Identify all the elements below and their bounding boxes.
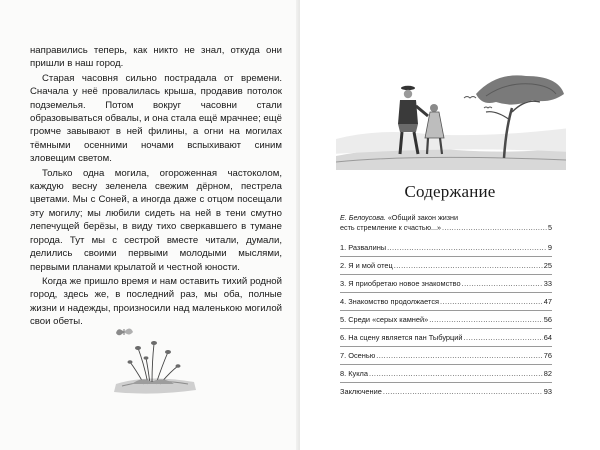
toc-intro-entry[interactable] xyxy=(340,213,552,232)
toc-entry[interactable] xyxy=(340,369,552,383)
toc-entry-label: 6. На сцену является пан Тыбурций xyxy=(340,333,463,342)
toc-entry-label: 1. Развалины xyxy=(340,243,387,252)
toc-entry[interactable] xyxy=(340,387,552,400)
toc-leader-dots xyxy=(440,297,543,306)
toc-entry[interactable] xyxy=(340,315,552,329)
toc-entry-label: 7. Осенью xyxy=(340,351,376,360)
butterfly-icon xyxy=(116,329,133,336)
children-walking-illustration xyxy=(336,68,566,170)
toc-entry-label: 3. Я приобретаю новое знакомство xyxy=(340,279,461,288)
toc-leader-dots xyxy=(429,315,543,324)
toc-entry-label: 5. Среди «серых камней» xyxy=(340,315,429,324)
intro-title-line2: есть стремление к счастью...» xyxy=(340,222,442,232)
grave-flowers-illustration xyxy=(108,318,198,396)
toc-page-number: 56 xyxy=(543,315,552,324)
toc-entry[interactable] xyxy=(340,333,552,347)
toc-page-number: 25 xyxy=(543,261,552,270)
toc-page-number: 76 xyxy=(543,351,552,360)
toc-leader-dots xyxy=(369,369,543,378)
toc-title: Содержание xyxy=(404,182,496,201)
paragraph-2: Старая часовня сильно пострадала от времени. Сначала у неё провалилась крыша, продавив потолок подземелья. Потом вокруг часовни стали образовываться обвалы, и она стала ещё мрачнее; ещё громче завывают в ней филины, а огни на могилах тёмными осенними ночами вспыхивают синим зловещим светом. xyxy=(30,72,282,165)
paragraph-4: Когда же пришло время и нам оставить тихий родной город, здесь же, в последний раз, мы оба, полные жизни и надежды, произносили над маленькою могилой свои обеты. xyxy=(30,275,283,328)
paragraph-1: направились теперь, как никто не знал, откуда они пришли в наш город. xyxy=(30,45,282,70)
paragraph-3: Только одна могила, огороженная частоколом, каждую весну зеленела свежим дёрном, пестрела цветами. Мы с Соней, а иногда даже с отцом посещали эту могилу; мы любили сидеть на ней в тени смутно лепечущей берёзы, в виду тихо сверкавшего в тумане города. Тут мы с сестрой вместе читали, думали, делились своими первыми молодыми мыслями, первыми планами крылатой и честной юности. xyxy=(30,167,282,273)
story-text xyxy=(30,44,282,330)
intro-title-line1: «Общий закон жизни xyxy=(387,213,459,222)
toc-entry[interactable] xyxy=(340,261,552,275)
toc-entry[interactable] xyxy=(340,279,552,293)
toc-leader-dots xyxy=(387,243,547,252)
toc-entry[interactable] xyxy=(340,351,552,365)
toc-list xyxy=(340,243,552,404)
toc-page-number: 9 xyxy=(547,243,552,252)
toc-leader-dots xyxy=(376,351,543,360)
toc-entry[interactable] xyxy=(340,243,552,257)
toc-page-number: 5 xyxy=(548,222,552,232)
toc-leader-dots xyxy=(394,261,543,270)
toc-page-number: 82 xyxy=(543,369,552,378)
toc-leader-dots xyxy=(464,333,543,342)
toc-leader-dots xyxy=(442,223,547,233)
toc-entry-label: 4. Знакомство продолжается xyxy=(340,297,440,306)
toc-leader-dots xyxy=(462,279,543,288)
toc-page-number: 64 xyxy=(543,333,552,342)
intro-author: Е. Белоусова. xyxy=(340,213,386,222)
toc-entry-label: 2. Я и мой отец xyxy=(340,261,393,270)
toc-page-number: 33 xyxy=(543,279,552,288)
toc-entry[interactable] xyxy=(340,297,552,311)
toc-entry-label: 8. Кукла xyxy=(340,369,368,378)
toc-leader-dots xyxy=(383,387,543,396)
toc-entry-label: Заключение xyxy=(340,387,382,396)
toc-page-number: 47 xyxy=(543,297,552,306)
toc-page-number: 93 xyxy=(543,387,552,396)
